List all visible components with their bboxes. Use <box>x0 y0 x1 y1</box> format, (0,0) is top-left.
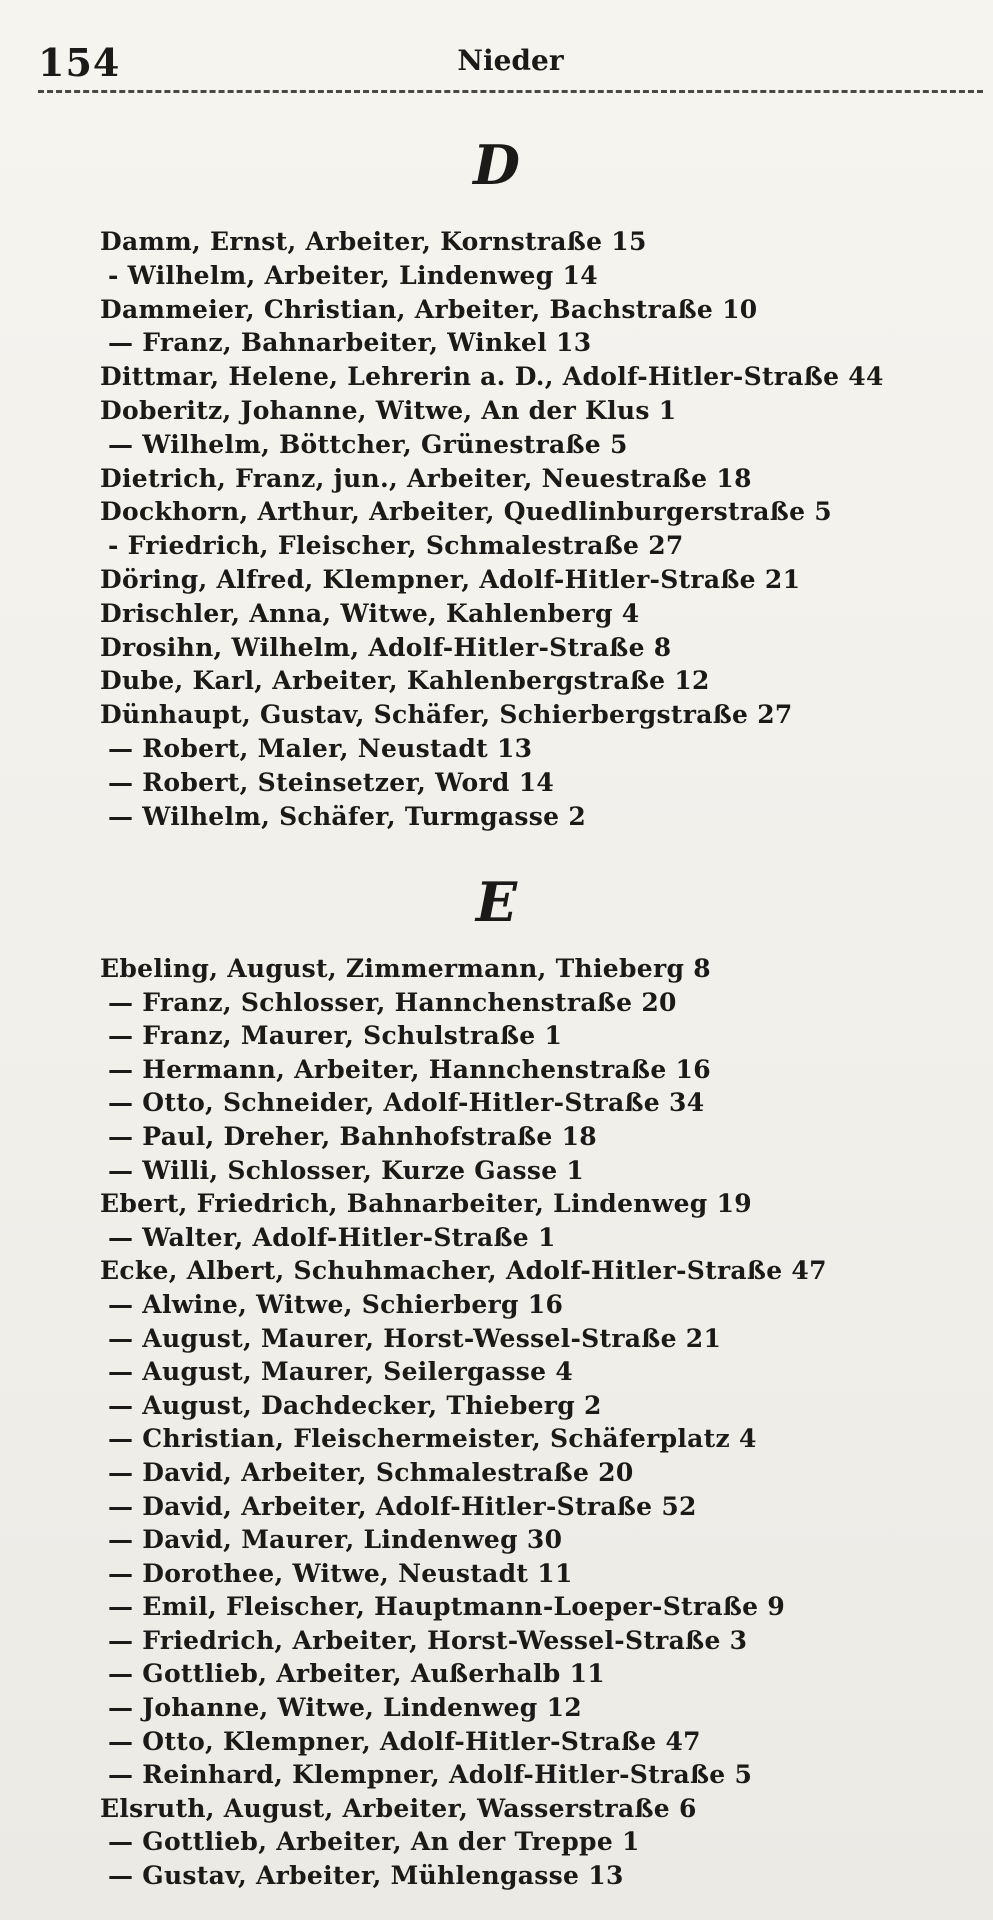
directory-entry: Dünhaupt, Gustav, Schäfer, Schierbergstraße 27 <box>100 700 793 730</box>
directory-entry: — Christian, Fleischermeister, Schäferplatz 4 <box>108 1424 757 1454</box>
directory-entry: Drosihn, Wilhelm, Adolf-Hitler-Straße 8 <box>100 632 672 662</box>
directory-entry: — Paul, Dreher, Bahnhofstraße 18 <box>108 1121 597 1151</box>
directory-entry: — Hermann, Arbeiter, Hannchenstraße 16 <box>108 1054 711 1084</box>
directory-entry: Döring, Alfred, Klempner, Adolf-Hitler-Straße 21 <box>100 564 801 594</box>
directory-entry: — Wilhelm, Böttcher, Grünestraße 5 <box>108 429 628 459</box>
directory-entry: Ebert, Friedrich, Bahnarbeiter, Lindenweg 19 <box>100 1189 752 1219</box>
directory-entry: Dittmar, Helene, Lehrerin a. D., Adolf-Hitler-Straße 44 <box>100 362 884 392</box>
directory-entry: — Robert, Steinsetzer, Word 14 <box>108 767 555 797</box>
running-head: Nieder <box>457 44 564 77</box>
directory-entry: — Franz, Schlosser, Hannchenstraße 20 <box>108 987 677 1017</box>
directory-entry: Doberitz, Johanne, Witwe, An der Klus 1 <box>100 395 677 425</box>
directory-entry: — August, Dachdecker, Thieberg 2 <box>108 1390 602 1420</box>
directory-entry: — Robert, Maler, Neustadt 13 <box>108 733 533 763</box>
directory-entry: Damm, Ernst, Arbeiter, Kornstraße 15 <box>100 227 647 256</box>
directory-entry: — Willi, Schlosser, Kurze Gasse 1 <box>108 1155 585 1185</box>
directory-entry: — Friedrich, Arbeiter, Horst-Wessel-Straße 3 <box>108 1625 748 1655</box>
page-number: 154 <box>38 40 121 85</box>
directory-entry: — Otto, Schneider, Adolf-Hitler-Straße 34 <box>108 1088 705 1118</box>
section-letter-d: D <box>473 133 520 197</box>
directory-entry: — August, Maurer, Horst-Wessel-Straße 21 <box>108 1323 722 1353</box>
directory-entry: — Emil, Fleischer, Hauptmann-Loeper-Straße 9 <box>108 1592 786 1622</box>
directory-entry: — August, Maurer, Seilergasse 4 <box>108 1357 574 1387</box>
page-header <box>38 40 983 96</box>
entries-d <box>100 225 884 833</box>
directory-entry: - Wilhelm, Arbeiter, Lindenweg 14 <box>108 260 598 290</box>
directory-entry: — Walter, Adolf-Hitler-Straße 1 <box>108 1222 556 1252</box>
directory-entry: Dockhorn, Arthur, Arbeiter, Quedlinburgerstraße 5 <box>100 497 832 527</box>
directory-entry: — Franz, Bahnarbeiter, Winkel 13 <box>108 328 592 358</box>
directory-entry: Ebeling, August, Zimmermann, Thieberg 8 <box>100 954 711 983</box>
directory-entry: — Alwine, Witwe, Schierberg 16 <box>108 1289 564 1319</box>
section-letter-e: E <box>475 870 518 934</box>
directory-entry: — Gustav, Arbeiter, Mühlengasse 13 <box>108 1861 624 1891</box>
directory-entry: — Reinhard, Klempner, Adolf-Hitler-Straße 5 <box>108 1760 753 1790</box>
directory-entry: Elsruth, August, Arbeiter, Wasserstraße 6 <box>100 1793 697 1823</box>
directory-entry: — Otto, Klempner, Adolf-Hitler-Straße 47 <box>108 1726 701 1756</box>
entries-e <box>100 952 827 1893</box>
directory-entry: - Friedrich, Fleischer, Schmalestraße 27 <box>108 531 684 561</box>
directory-entry: Dammeier, Christian, Arbeiter, Bachstraße 10 <box>100 294 758 324</box>
directory-entry: — David, Maurer, Lindenweg 30 <box>108 1525 563 1555</box>
directory-entry: Dube, Karl, Arbeiter, Kahlenbergstraße 12 <box>100 666 710 696</box>
directory-entry: — David, Arbeiter, Adolf-Hitler-Straße 52 <box>108 1491 697 1521</box>
directory-entry: Ecke, Albert, Schuhmacher, Adolf-Hitler-Straße 47 <box>100 1256 827 1286</box>
directory-entry: Dietrich, Franz, jun., Arbeiter, Neuestraße 18 <box>100 463 752 493</box>
directory-entry: — Gottlieb, Arbeiter, An der Treppe 1 <box>108 1827 640 1857</box>
directory-entry: — David, Arbeiter, Schmalestraße 20 <box>108 1457 634 1487</box>
directory-entry: — Dorothee, Witwe, Neustadt 11 <box>108 1558 573 1588</box>
directory-entry: Drischler, Anna, Witwe, Kahlenberg 4 <box>100 598 640 628</box>
directory-entry: — Johanne, Witwe, Lindenweg 12 <box>108 1693 582 1723</box>
directory-entry: — Gottlieb, Arbeiter, Außerhalb 11 <box>108 1659 605 1689</box>
header-rule <box>38 90 983 93</box>
directory-entry: — Franz, Maurer, Schulstraße 1 <box>108 1021 563 1051</box>
directory-entry: — Wilhelm, Schäfer, Turmgasse 2 <box>108 801 587 831</box>
